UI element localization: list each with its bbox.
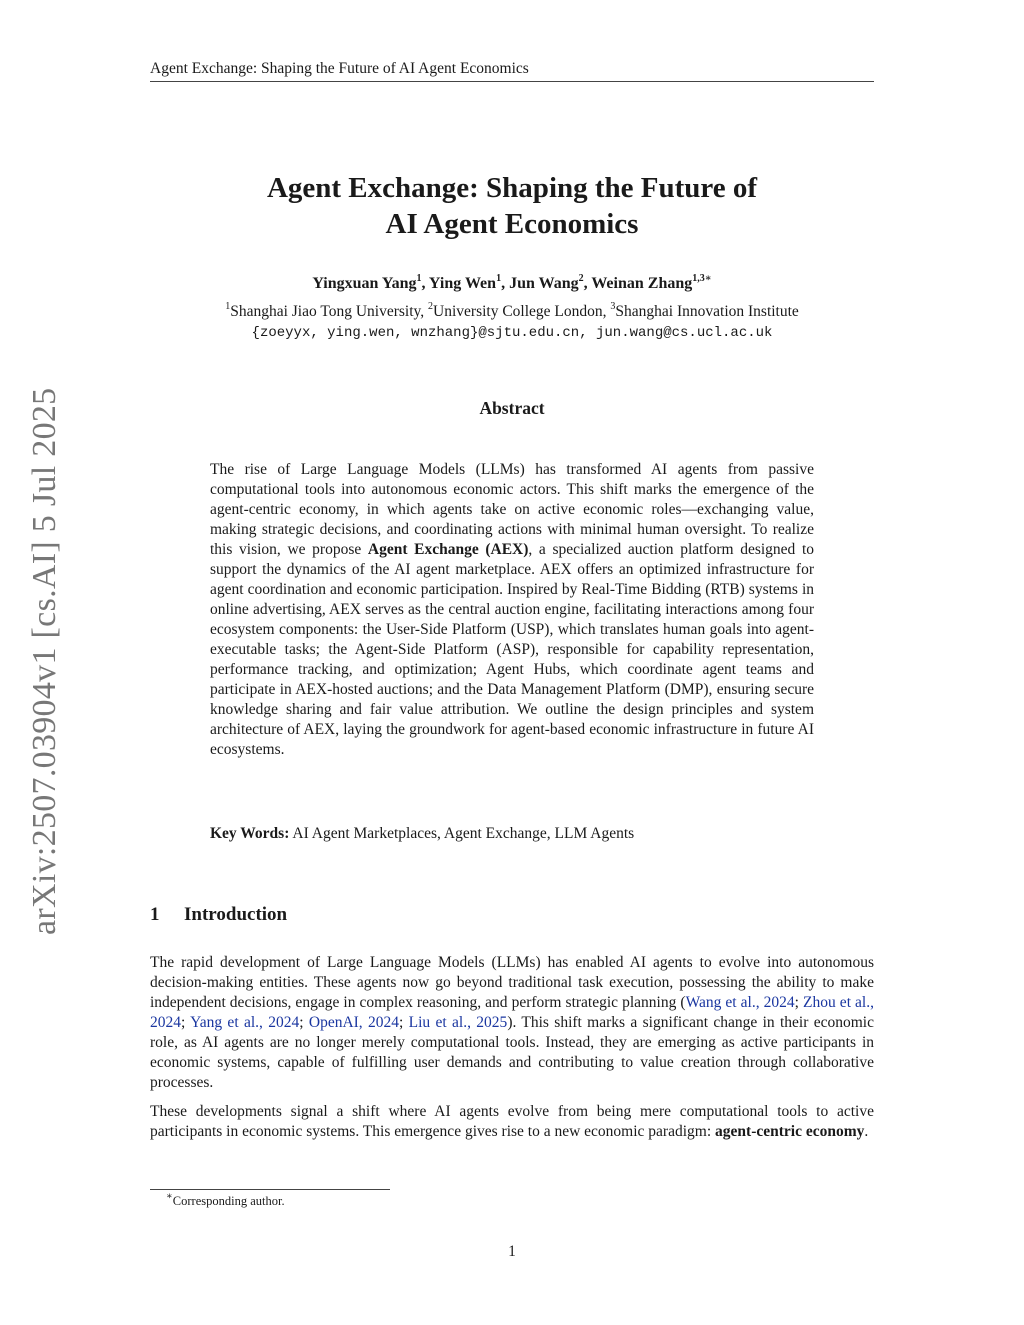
citation-link[interactable]: Yang et al., 2024 [190,1014,300,1031]
author-list [150,274,874,294]
section-heading-introduction [150,903,874,927]
footnote-marker: ∗ [166,1190,173,1202]
running-head: Agent Exchange: Shaping the Future of AI Agent Economics [150,59,874,82]
title-line-2: AI Agent Economics [385,208,639,240]
footnote-rule [150,1189,390,1190]
citation-link[interactable]: Liu et al., 2025 [408,1014,508,1031]
author: Ying Wen$^1$, [428,272,510,292]
keywords-label: Key Words: [210,825,290,842]
author-emails: {zoeyyx, ying.wen, wnzhang}@sjtu.edu.cn, jun.wang@cs.ucl.ac.uk [251,325,773,341]
affiliation: $^3$Shanghai Innovation Institute [610,300,799,320]
page-number: 1 [508,1243,516,1260]
affiliations [150,302,874,322]
section-title: Introduction [184,904,288,925]
abstract-body: The rise of Large Language Models (LLMs) has transformed AI agents from passive computational tools into autonomous economic actors. This shift marks the emergence of the agent-centric economy, in which agents take on active economic roles—exchanging value, making strategic decisions, and coordinating actions with minimal human oversight. To realize this vision, we propose Agent Exchange (AEX), a specialized auction platform designed to support the dynamics of the AI agent marketplace. AEX offers an optimized infrastructure for agent coordination and economic participation. Inspired by Real-Time Bidding (RTB) systems in online advertising, AEX serves as the central auction engine, facilitating interactions among four ecosystem components: the User-Side Platform (USP), which translates human goals into agent-executable tasks; the Agent-Side Platform (ASP), responsible for capability representation, performance tracking, and optimization; Agent Hubs, which coordinate agent teams and participate in AEX-hosted auctions; and the Data Management Platform (DMP), ensuring secure knowledge sharing and fair value attribution. We outline the design principles and system architecture of AEX, laying the groundwork for agent-based economic infrastructure in future AI ecosystems. [210,461,814,758]
keywords [210,824,814,844]
intro-bold-term: agent-centric economy [715,1123,865,1140]
citation-link[interactable]: OpenAI, 2024 [308,1014,400,1031]
title-line-1: Agent Exchange: Shaping the Future of [266,172,758,204]
paper-title [150,170,874,242]
author: Weinan Zhang$^{1,3∗}$ [591,272,712,292]
abstract-bold-term: Agent Exchange (AEX) [367,541,529,558]
section-number: 1 [150,904,160,925]
footnote: ∗Corresponding author. [166,1190,285,1208]
citation-link[interactable]: Wang et al., 2024 [685,994,795,1011]
affiliation: $^2$University College London, [428,300,611,320]
intro-paragraph-1: The rapid development of Large Language Models (LLMs) has enabled AI agents to evolve into autonomous decision-making entities. These agents now go beyond traditional task execution, possessing the ability to make independent decisions, engage in complex reasoning, and perform strategic planning (Wang et al., 2024; Zhou et al., 2024; Yang et al., 2024; OpenAI, 2024; Liu et al., 2025). This shift marks a significant change in their economic role, as AI agents are no longer merely computational tools. Instead, they are emerging as active participants in economic systems, capable of fulfilling user demands and contributing to value creation through collaborative processes. [150,954,874,1091]
affiliation: $^1$Shanghai Jiao Tong University, [225,300,429,320]
citation-link[interactable]: Zhou et al., 2024 [150,994,874,1031]
author: Jun Wang$^2$, [509,272,592,292]
keywords-text: AI Agent Marketplaces, Agent Exchange, LLM Agents [289,825,635,842]
arxiv-side-stamp: arXiv:2507.03904v1 [cs.AI] 5 Jul 2025 [26,387,63,935]
abstract-heading: Abstract [479,398,545,418]
author: Yingxuan Yang$^1$, [312,272,429,292]
intro-paragraph-2: These developments signal a shift where AI agents evolve from being mere computational tools to active participants in economic systems. This emergence gives rise to a new economic paradigm: agent-centric economy. [150,1103,874,1140]
